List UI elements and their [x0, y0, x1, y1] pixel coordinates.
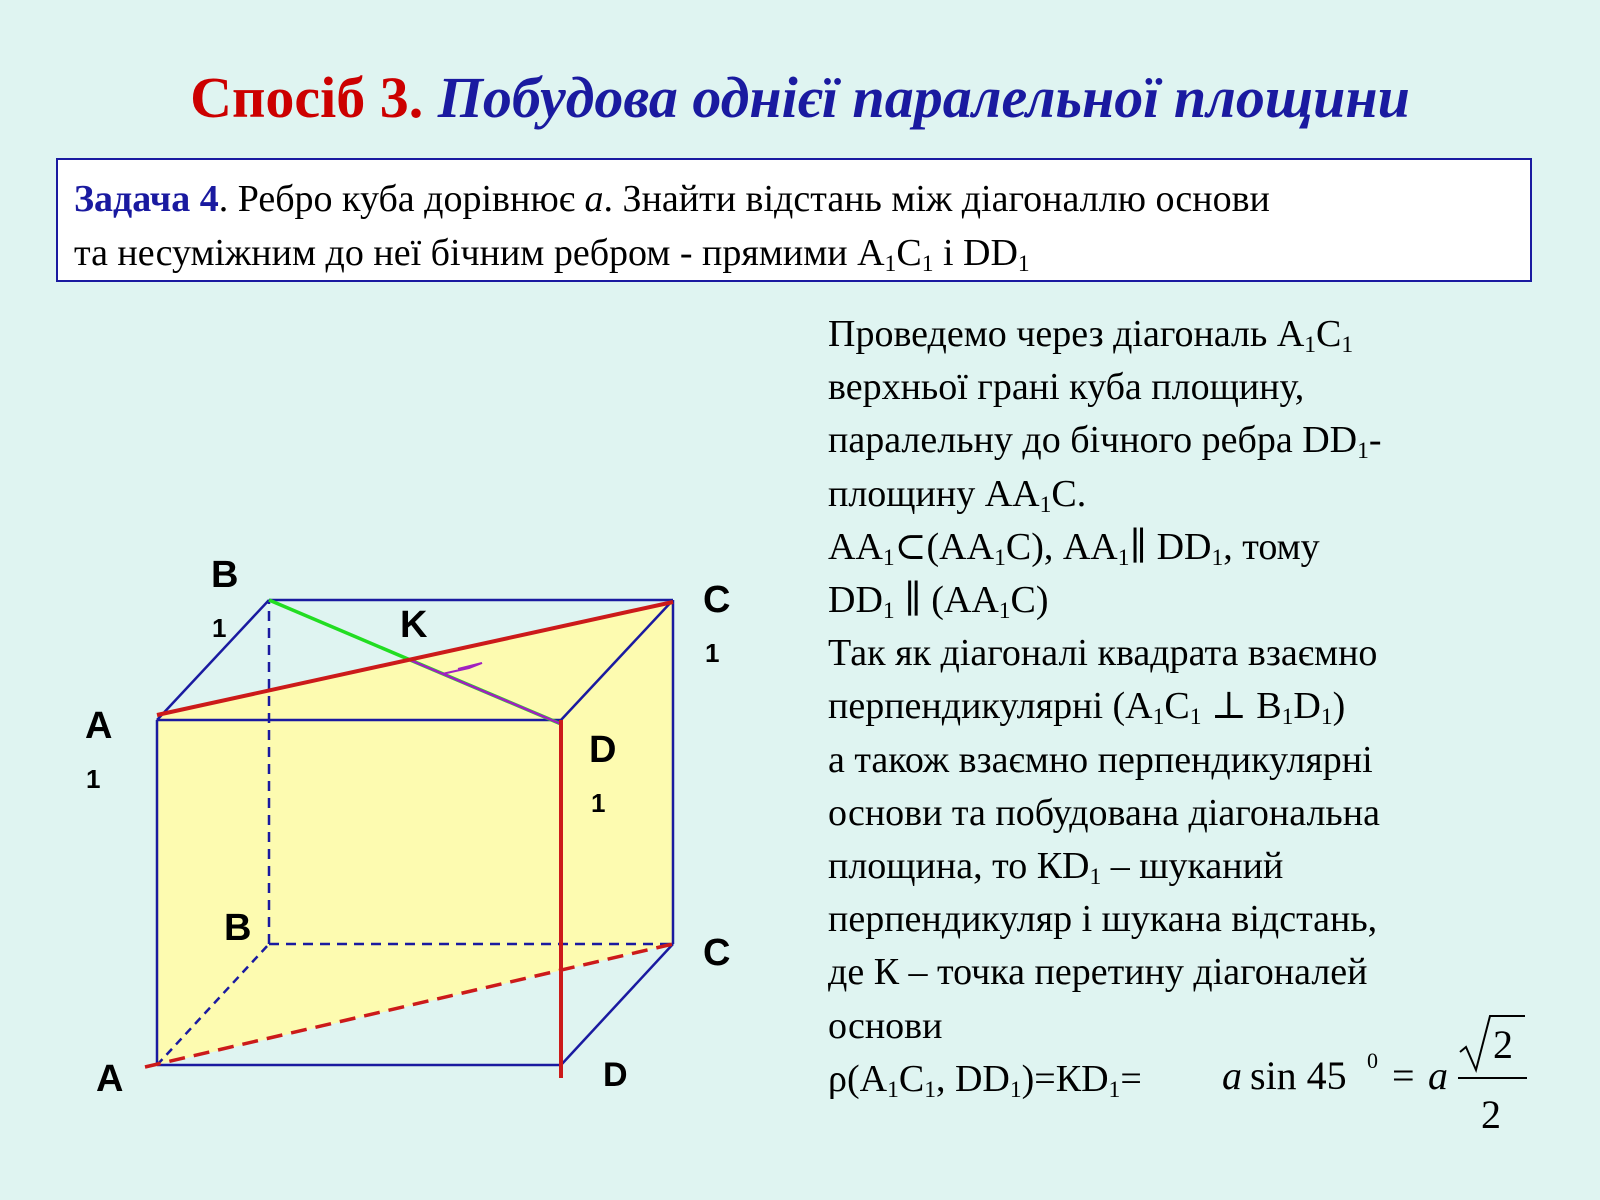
expl-line: основи та побудована діагональна	[828, 791, 1380, 834]
expl-line: площина, то $КD_1$ – шуканий	[828, 845, 1284, 890]
label-a1-sub: 1	[86, 764, 101, 794]
formula-equals: =	[1392, 1053, 1415, 1098]
label-b: B	[224, 907, 252, 949]
expl-line: верхньої грані куба площину,	[828, 366, 1305, 409]
expl-line: $\rho(А_1С_1$, $DD_1)=КD_1=$	[828, 1057, 1142, 1103]
title-method: Спосіб 3.	[190, 65, 424, 130]
task-line-2: та несуміжним до неї бічним ребром - прямими $А_1С_1$ і $DD_1$	[74, 232, 1030, 277]
label-c: C	[703, 932, 731, 974]
label-a1: A	[85, 705, 113, 747]
label-b1-sub: 1	[212, 613, 227, 643]
formula-denominator: 2	[1481, 1092, 1501, 1137]
expl-line: паралельну до бічного ребра $DD_1-$	[828, 419, 1382, 465]
formula-sin45: sin 45	[1250, 1053, 1347, 1098]
formula-sqrt-arg: 2	[1493, 1022, 1513, 1067]
label-c1: C	[703, 579, 731, 621]
expl-line: площину $АА_1С$.	[828, 472, 1087, 518]
formula-degree: 0	[1367, 1048, 1378, 1073]
task-label: Задача 4	[74, 178, 219, 220]
expl-line: перпендикулярні ($А_1С_1$ ⊥ $В_1D_1$)	[828, 685, 1346, 731]
label-b1: B	[211, 554, 239, 596]
formula-a2: a	[1428, 1053, 1448, 1098]
expl-line: $АА_1\subset(АА_1С)$, $АА_1\parallel$ $DD_1$, тому	[828, 525, 1320, 571]
expl-line: $DD_1$ ∥ $(АА_1С)$	[828, 579, 1049, 624]
expl-line: основи	[828, 1004, 943, 1047]
title-heading: Побудова однієї паралельної площини	[437, 65, 1410, 130]
label-d: D	[603, 1056, 628, 1094]
expl-line: де К – точка перетину діагоналей	[828, 951, 1368, 994]
expl-line: Проведемо через діагональ $А_1С_1$	[828, 313, 1354, 358]
formula	[1222, 1016, 1527, 1137]
label-c1-sub: 1	[705, 638, 720, 668]
diagonal-plane	[157, 602, 673, 1065]
formula-a1: a	[1222, 1053, 1242, 1098]
label-k: K	[400, 604, 428, 646]
edge-variable: a	[584, 178, 604, 220]
label-a: A	[96, 1058, 124, 1100]
expl-line: перпендикуляр і шукана відстань,	[828, 898, 1378, 941]
expl-line: Так як діагоналі квадрата взаємно	[828, 632, 1378, 675]
task-line-1: Задача 4. Ребро куба дорівнює a. Знайти відстань між діагоналлю основи	[74, 178, 1270, 220]
label-d1: D	[589, 729, 617, 771]
expl-line: а також взаємно перпендикулярні	[828, 738, 1373, 781]
label-d1-sub: 1	[591, 788, 606, 818]
